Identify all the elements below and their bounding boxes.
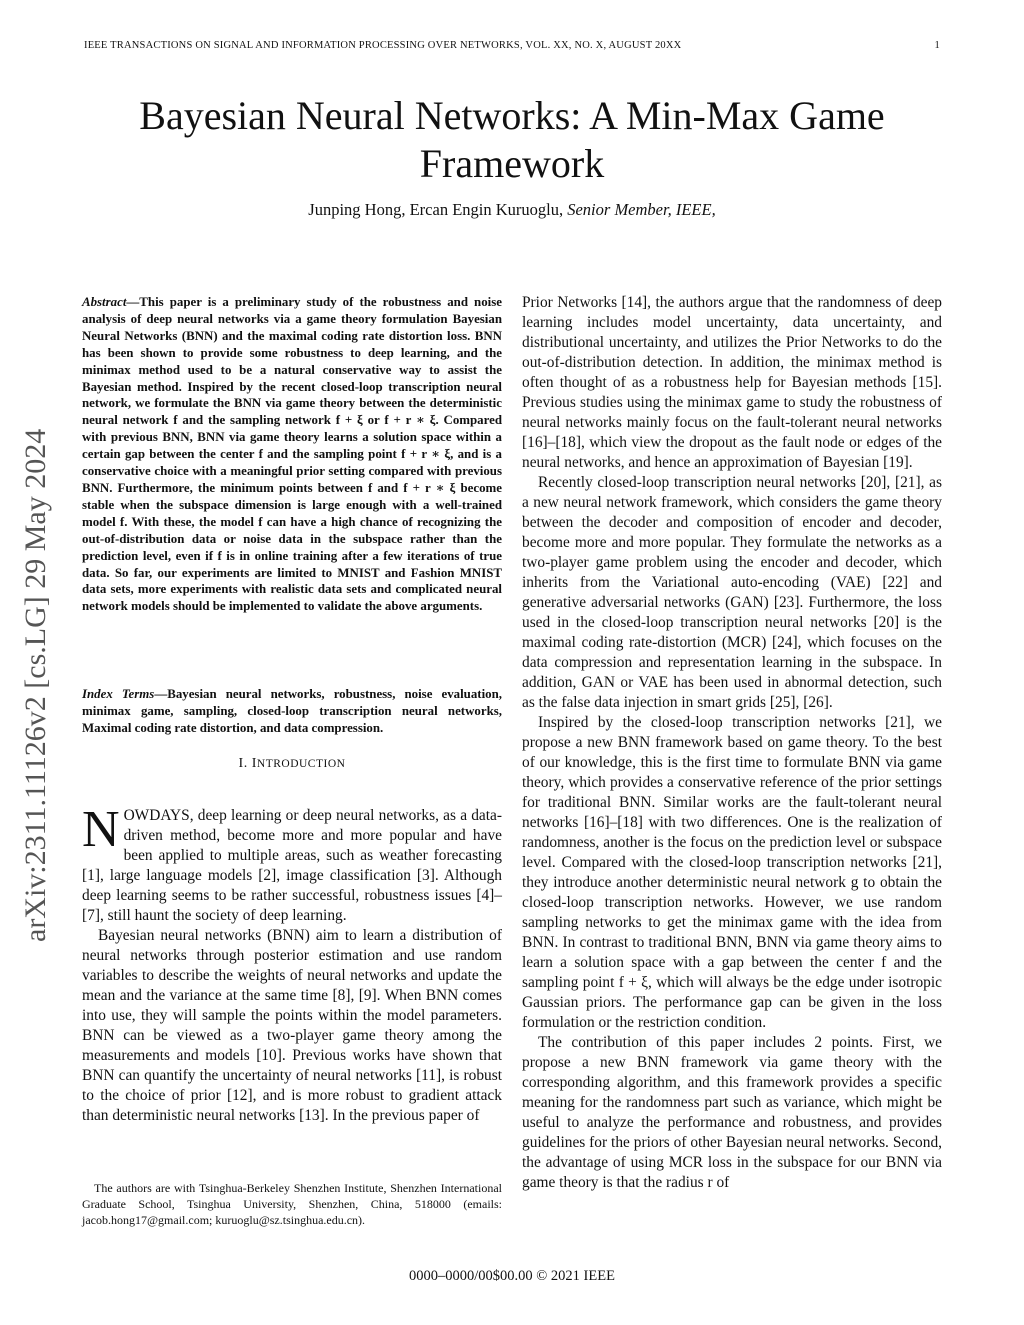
right-paragraph-1: Prior Networks [14], the authors argue that the randomness of deep learning includes model uncertainty, data uncertainty, and distributional uncertainty, and utilizes the Prior Networks to do the out-of-distribution detection. In addition, the minimax method is often thought of as a robustness help for Bayesian methods [15]. Previous studies using the minimax game to study the robustness of neural networks mainly focus on the fault-tolerant neural networks [16]–[18], which view the dropout as the fault node or edges of the neural networks, and hence an approximation of Bayesian [19]. [522,294,942,471]
paper-title [84,92,940,188]
right-paragraph-3: Inspired by the closed-loop transcription networks [21], we propose a new BNN framework based on game theory. To the best of our knowledge, this is the first time to formulate BNN via game theory, which provides a conservative reference of the prior settings for traditional BNN. Similar works are the fault-tolerant neural networks [16]–[18] with two differences. One is the realization of randomness, another is the focus on the prediction level or subspace level. Compared with the closed-loop transcription networks [21], they introduce another deterministic neural network g to obtain the closed-loop transcription networks. However, we use random sampling networks to get the minimax game with the idea from BNN. In contrast to traditional BNN, BNN via game theory aims to learn a solution space with a gap between the center f and the sampling point f + ξ, which will always be the edge under isotropic Gaussian priors. The performance gap can be given in the loss formulation or the restriction condition. [522,714,942,1031]
intro-paragraph-1-text: OWDAYS, deep learning or deep neural networks, as a data-driven method, become more and more popular and have been applied to multiple areas, such as weather forecasting [1], large language models [2], image classification [3]. Although deep learning seems to be rather successful, robustness issues [4]–[7], still haunt the society of deep learning. [82,807,502,924]
abstract-label: Abstract [82,295,127,309]
right-paragraph-2: Recently closed-loop transcription neural networks [20], [21], as a new neural network framework, which considers the game theory between the decoder and composition of encoder and decoder, become more and more popular. They formulate the networks as a two-player game problem using the encoder and decoder, which inherits from the Variational auto-encoding (VAE) [22] and generative adversarial networks (GAN) [23]. Furthermore, the loss used in the closed-loop transcription neural networks [20] is the maximal coding rate-distortion (MCR) [24], which focuses on the data compression and representation learning in the subspace. In addition, GAN or VAE has been used in abnormal detection, such as the false data injection in smart grids [25], [26]. [522,474,942,711]
dropcap-letter: N [82,801,120,858]
intro-paragraph-1 [82,801,502,926]
title-line-2: Framework [419,141,605,186]
index-terms [82,686,502,737]
introduction-left-column [82,801,502,1126]
author-footnote: The authors are with Tsinghua-Berkeley Shenzhen Institute, Shenzhen International Graduate School, Tsinghua University, Shenzhen, China, 518000 (emails: jacob.hong17@gmail.com; kuruoglu@sz.tsinghua.edu.cn). [82,1181,502,1227]
abstract [82,294,502,615]
index-terms-label: Index Terms [82,687,155,701]
title-line-1: Bayesian Neural Networks: A Min-Max Game [139,93,885,138]
index-terms-text: —Bayesian neural networks, robustness, noise evaluation, minimax game, sampling, closed-loop transcription neural networks, Maximal coding rate distortion, and data compression. [82,687,502,735]
copyright-footer: 0000–0000/00$00.00 © 2021 IEEE [409,1268,615,1284]
page-number: 1 [934,40,940,51]
section-title-initial: I [251,756,257,771]
section-title-rest: NTRODUCTION [256,758,346,770]
author-role: Senior Member, IEEE, [567,200,716,219]
author-line [84,200,940,220]
arxiv-stamp-text: arXiv:2311.11126v2 [cs.LG] 29 May 2024 [19,428,52,942]
right-column [522,293,942,1193]
journal-header: IEEE TRANSACTIONS ON SIGNAL AND INFORMATION PROCESSING OVER NETWORKS, VOL. XX, NO. X, AUGUST 20XX [84,40,682,51]
author-names: Junping Hong, Ercan Engin Kuruoglu, [308,200,568,219]
arxiv-stamp [17,345,57,945]
right-paragraph-4: The contribution of this paper includes 2 points. First, we propose a new BNN framework via game theory with the corresponding algorithm, and this framework provides a specific meaning for the randomness part such as variance, which might be useful to analyze the performance and robustness, and provides guidelines for the priors of other Bayesian neural networks. Second, the advantage of using MCR loss in the subspace for our BNN via game theory is that the radius r of [522,1034,942,1191]
abstract-text: —This paper is a preliminary study of the robustness and noise analysis of deep neural networks via a game theory formulation Bayesian Neural Networks (BNN) and the maximal coding rate distortion loss. BNN has been shown to provide some robustness to deep learning, and the minimax method used to be a natural conservative way to assist the Bayesian method. Inspired by the recent closed-loop transcription neural network, we formulate the BNN via game theory between the deterministic neural network f and the sampling network f + ξ or f + r ∗ ξ. Compared with previous BNN, BNN via game theory learns a solution space within a certain gap between the center f and the sampling point f + r ∗ ξ, and is a conservative choice with a meaningful prior setting compared with previous BNN. Furthermore, the minimum points between f and f + r ∗ ξ become stable when the subspace dimension is large enough with a well-trained model f. With these, the model f can have a high chance of recognizing the out-of-distribution data or noise data in the subspace rather than the prediction level, even if f is in online training after a few iterations of true data. So far, our experiments are limited to MNIST and Fashion MNIST data sets, more experiments with realistic data sets and complicated neural network models should be implemented to validate the above arguments. [82,295,502,614]
intro-paragraph-2: Bayesian neural networks (BNN) aim to learn a distribution of neural networks through posterior estimation and use random variables to describe the weights of neural networks and update the mean and the variance at the same time [8], [9]. When BNN comes into use, they will sample the points within the model parameters. BNN can be viewed as a two-player game theory among the measurements and models [10]. Previous works have shown that BNN can quantify the uncertainty of neural networks [11], is robust to the choice of prior [12], and is more robust to gradient attack than deterministic neural networks [13]. In the previous paper of [82,927,502,1124]
section-heading-introduction [82,756,502,772]
section-number: I. [238,756,252,771]
